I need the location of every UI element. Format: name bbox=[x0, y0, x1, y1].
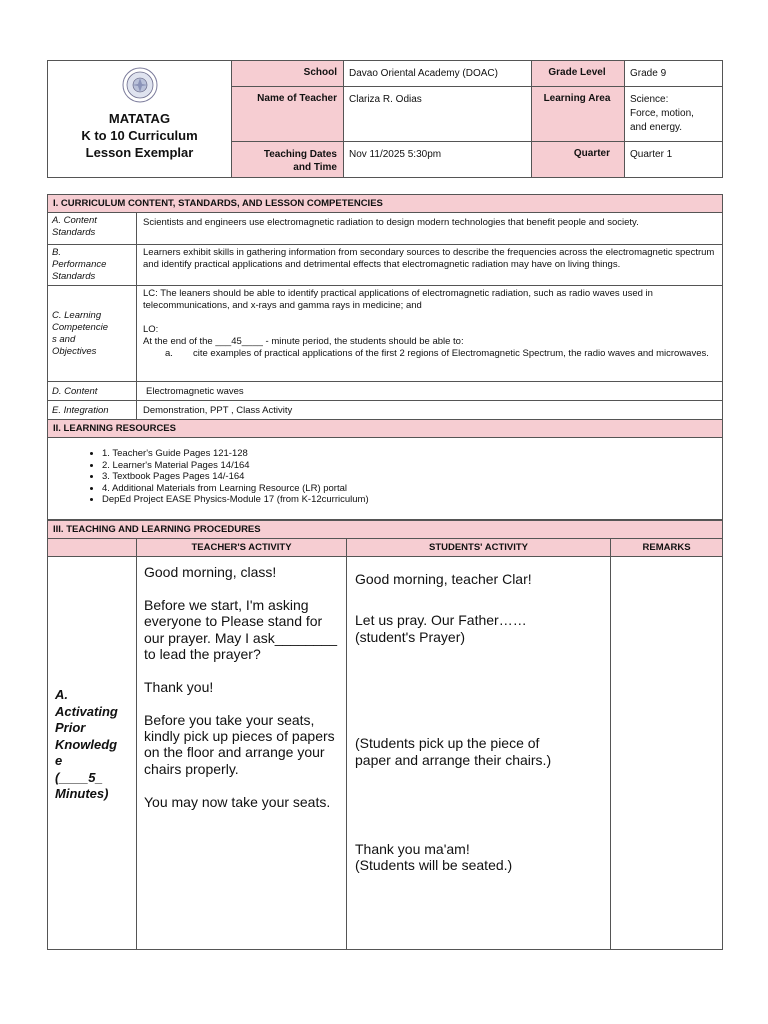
title-line-2: K to 10 Curriculum bbox=[81, 128, 198, 143]
lo-intro-after: - minute period, the students should be able to: bbox=[262, 336, 464, 347]
student-pickup-line-1: (Students pick up the piece of bbox=[355, 735, 540, 752]
quarter-label: Quarter bbox=[532, 142, 625, 178]
procedure-phase-header bbox=[48, 539, 137, 557]
school-value: Davao Oriental Academy (DOAC) bbox=[344, 61, 532, 87]
learning-competency-text: LC: The leaners should be able to identify practical applications of electromagnetic radiation, such as radio waves used in telecommunications, and x-rays and gamma rays in medicine; and bbox=[143, 288, 653, 311]
performance-standards-label-line-3: Standards bbox=[52, 271, 96, 282]
competencies-text bbox=[137, 286, 723, 382]
header-table bbox=[47, 60, 723, 178]
grade-level-value: Grade 9 bbox=[625, 61, 723, 87]
student-prayer-line-2: (student's Prayer) bbox=[355, 628, 466, 645]
section-3-title: III. TEACHING AND LEARNING PROCEDURES bbox=[48, 521, 723, 539]
learning-area-line-3: and energy. bbox=[630, 122, 683, 133]
procedures-table bbox=[47, 520, 723, 950]
performance-standards-label-line-2: Performance bbox=[52, 259, 107, 270]
teacher-thanks: Thank you! bbox=[144, 678, 214, 695]
resource-item: • 3. Textbook Pages Pages 14/-164 bbox=[102, 471, 722, 483]
content-standards-label bbox=[48, 213, 137, 245]
teacher-pickup-request: Before you take your seats, kindly pick up pieces of papers on the floor and arrange your chairs properly. bbox=[144, 711, 335, 777]
remarks-cell bbox=[611, 557, 723, 950]
resource-item: • 1. Teacher's Guide Pages 121-128 bbox=[102, 448, 722, 460]
activity-label-line-5: e bbox=[55, 753, 63, 768]
students-activity-cell bbox=[347, 557, 611, 950]
student-prayer-line-1: Let us pray. Our Father…… bbox=[355, 612, 527, 629]
learning-objectives-intro bbox=[143, 336, 716, 348]
learning-area-label: Learning Area bbox=[532, 87, 625, 142]
teacher-activity-header: TEACHER'S ACTIVITY bbox=[137, 539, 347, 557]
remarks-header: REMARKS bbox=[611, 539, 723, 557]
section-2-title: II. LEARNING RESOURCES bbox=[48, 420, 723, 438]
quarter-value: Quarter 1 bbox=[625, 142, 723, 178]
activity-label-line-2: Activating bbox=[55, 703, 118, 719]
teacher-prayer-request: Before we start, I'm asking everyone to Please stand for our prayer. May I ask________ to lead the prayer? bbox=[144, 596, 338, 663]
performance-standards-label-line-1: B. bbox=[52, 247, 61, 258]
learning-area-line-2: Force, motion, bbox=[630, 108, 694, 119]
competencies-label-line-2: Competencie bbox=[52, 321, 108, 333]
grade-level-label: Grade Level bbox=[532, 61, 625, 87]
activity-label-line-3: Prior bbox=[55, 720, 86, 735]
resource-item: • 4. Additional Materials from Learning Resource (LR) portal bbox=[102, 483, 722, 495]
learning-resources-cell bbox=[48, 438, 723, 520]
teacher-seat-instruction: You may now take your seats. bbox=[144, 793, 331, 810]
competencies-label bbox=[48, 286, 137, 382]
teaching-dates-value: Nov 11/2025 5:30pm bbox=[344, 142, 532, 178]
student-greeting: Good morning, teacher Clar! bbox=[355, 571, 532, 587]
learning-objective-marker: a. bbox=[165, 348, 173, 359]
teacher-greeting: Good morning, class! bbox=[144, 564, 277, 580]
teacher-activity-cell bbox=[137, 557, 347, 950]
competencies-label-line-1: C. Learning bbox=[52, 309, 102, 321]
learning-objectives-label: LO: bbox=[143, 324, 159, 335]
lo-intro-before: At the end of the bbox=[143, 336, 216, 347]
activating-prior-knowledge-label bbox=[48, 557, 137, 950]
teaching-dates-label-line-2: and Time bbox=[293, 162, 337, 173]
content-standards-label-line-1: A. Content bbox=[52, 215, 97, 226]
deped-seal-icon bbox=[122, 67, 158, 103]
content-standards-label-line-2: Standards bbox=[52, 227, 96, 238]
learning-resources-list bbox=[48, 448, 722, 506]
performance-standards-label bbox=[48, 245, 137, 286]
content-standards-text: Scientists and engineers use electromagnetic radiation to design modern technologies that benefit people and society. bbox=[137, 213, 723, 245]
activity-label-line-6: (____5_ bbox=[55, 769, 103, 785]
title-line-3: Lesson Exemplar bbox=[85, 145, 194, 160]
integration-label: E. Integration bbox=[48, 401, 137, 420]
content-text: Electromagnetic waves bbox=[137, 382, 723, 401]
learning-objective-text: cite examples of practical applications of the first 2 regions of Electromagnetic Spectrum, the radio waves and microwaves. bbox=[193, 348, 709, 359]
learning-area-value bbox=[625, 87, 723, 142]
header-logo-cell bbox=[48, 61, 232, 178]
lo-minutes: ___45____ bbox=[215, 336, 263, 347]
resource-item: • 2. Learner's Material Pages 14/164 bbox=[102, 460, 722, 472]
student-thanks-line-1: Thank you ma'am! bbox=[355, 841, 470, 858]
competencies-label-line-3: s and bbox=[52, 333, 76, 345]
integration-text: Demonstration, PPT , Class Activity bbox=[137, 401, 723, 420]
performance-standards-text: Learners exhibit skills in gathering information from secondary sources to describe the frequencies across the electromagnetic spectrum and identify practical applications and detrimental effects that electromagnetic radiation may have on living things. bbox=[137, 245, 723, 286]
teaching-dates-label-line-1: Teaching Dates bbox=[263, 149, 337, 160]
teaching-dates-label bbox=[232, 142, 344, 178]
learning-area-line-1: Science: bbox=[630, 94, 669, 105]
content-label: D. Content bbox=[48, 382, 137, 401]
resource-item: • DepEd Project EASE Physics-Module 17 (from K-12curriculum) bbox=[102, 494, 722, 506]
student-pickup-line-2: paper and arrange their chairs.) bbox=[355, 751, 552, 768]
curriculum-table bbox=[47, 194, 723, 520]
title-line-1: MATATAG bbox=[108, 111, 171, 126]
activity-label-line-7: Minutes) bbox=[55, 786, 109, 801]
competencies-label-line-4: Objectives bbox=[52, 345, 97, 357]
activity-label-line-1: A. bbox=[55, 687, 68, 702]
section-1-title: I. CURRICULUM CONTENT, STANDARDS, AND LESSON COMPETENCIES bbox=[48, 195, 723, 213]
teacher-name-label: Name of Teacher bbox=[232, 87, 344, 142]
activity-label-line-4: Knowledg bbox=[55, 736, 118, 752]
student-thanks-line-2: (Students will be seated.) bbox=[355, 857, 513, 874]
students-activity-header: STUDENTS' ACTIVITY bbox=[347, 539, 611, 557]
teacher-name-value: Clariza R. Odias bbox=[344, 87, 532, 142]
learning-objective-item bbox=[143, 348, 716, 360]
school-label: School bbox=[232, 61, 344, 87]
